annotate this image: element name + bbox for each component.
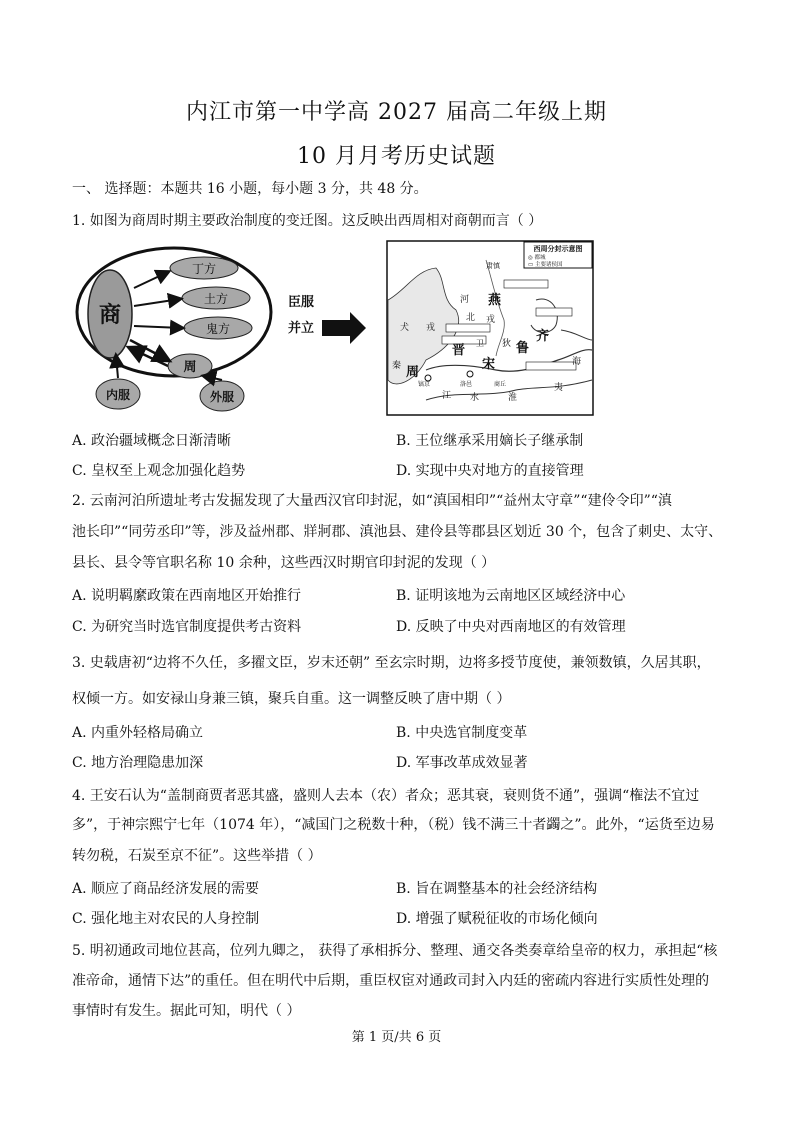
svg-text:土方: 土方 — [203, 292, 229, 306]
western-zhou-map — [386, 240, 594, 416]
svg-text:宋: 宋 — [482, 357, 496, 372]
q2-option-b: B. 证明该地为云南地区区域经济中心 — [396, 588, 626, 604]
q1-option-a: A. 政治疆域概念日渐清晰 — [72, 433, 232, 449]
svg-text:戎: 戎 — [486, 315, 496, 325]
q2-stem-line3: 县长、县令等官职名称 10 余种，这些西汉时期官印封泥的发现（ ） — [72, 555, 496, 571]
svg-text:戎: 戎 — [426, 323, 436, 333]
svg-text:河: 河 — [460, 295, 470, 305]
svg-text:周: 周 — [183, 360, 197, 375]
svg-text:晋: 晋 — [452, 343, 466, 358]
q4-stem-line3: 转勿税，石炭至京不征”。这些举措（ ） — [72, 848, 322, 864]
q3-option-d: D. 军事改革成效显著 — [396, 755, 528, 771]
q4-option-a: A. 顺应了商品经济发展的需要 — [72, 881, 260, 897]
svg-text:鲁: 鲁 — [516, 341, 530, 356]
q2-stem-line2: 池长印”“同劳丞印”等，涉及益州郡、牂牁郡、滇池县、建伶县等郡县区划近 30 个，包含了刺史、太守、 — [72, 524, 723, 540]
q5-stem-line3: 事情时有发生。据此可知，明代（ ） — [72, 1003, 301, 1019]
exam-title-line2: 10 月月考历史试题 — [297, 144, 496, 169]
q1-option-b: B. 王位继承采用嫡长子继承制 — [396, 433, 584, 449]
shang-zhou-diagram — [72, 244, 372, 412]
svg-text:齐: 齐 — [536, 329, 550, 344]
svg-text:海: 海 — [572, 357, 582, 367]
section-heading: 一、 选择题：本题共 16 小题，每小题 3 分，共 48 分。 — [72, 181, 428, 197]
svg-text:鬼方: 鬼方 — [205, 322, 231, 336]
q3-stem-line2: 权倾一方。如安禄山身兼三镇，聚兵自重。这一调整反映了唐中期（ ） — [72, 691, 511, 707]
shang-label: 商 — [98, 303, 122, 328]
q2-option-c: C. 为研究当时选官制度提供考古资料 — [72, 619, 302, 635]
svg-text:镐京: 镐京 — [418, 381, 431, 388]
q4-stem-line1: 4. 王安石认为“盖制商贾者恶其盛，盛则人去本（农）者众；恶其衰，衰则货不通”，强调“権法不宜过 — [72, 788, 700, 804]
svg-text:卫: 卫 — [476, 339, 484, 348]
q2-option-d: D. 反映了中央对西南地区的有效管理 — [396, 619, 626, 635]
big-right-arrow — [322, 312, 366, 344]
svg-text:江: 江 — [442, 391, 452, 401]
svg-text:丁方: 丁方 — [191, 262, 217, 276]
q4-option-c: C. 强化地主对农民的人身控制 — [72, 911, 260, 927]
q3-option-b: B. 中央选官制度变革 — [396, 725, 528, 741]
q5-stem-line1: 5. 明初通政司地位甚高，位列九卿之， 获得了承相拆分、整理、通交各类奏章给皇帝的权力，承担起“核 — [72, 943, 718, 959]
svg-text:狄: 狄 — [502, 339, 512, 349]
q3-stem-line1: 3. 史载唐初“边将不久任，多擢文臣，岁末还朝” 至玄宗时期，边将多授节度使，兼领数镇，久居其职， — [72, 655, 711, 671]
q4-option-d: D. 增强了赋税征收的市场化倾向 — [396, 911, 598, 927]
svg-text:周: 周 — [406, 365, 420, 380]
q3-option-a: A. 内重外轻格局确立 — [72, 725, 204, 741]
q3-option-c: C. 地方治理隐患加深 — [72, 755, 204, 771]
svg-text:肃慎: 肃慎 — [486, 262, 500, 270]
q5-stem-line2: 准帝命，通情下达”的重任。但在明代中后期，重臣权宦对通政司封入内廷的密疏内容进行实质性处理的 — [72, 973, 710, 989]
svg-text:犬: 犬 — [400, 323, 410, 333]
svg-text:内服: 内服 — [105, 388, 131, 402]
svg-text:外服: 外服 — [209, 390, 235, 404]
q2-option-a: A. 说明羁縻政策在西南地区开始推行 — [72, 588, 302, 604]
q2-stem-line1: 2. 云南河泊所遗址考古发掘发现了大量西汉官印封泥，如“滇国相印”“益州太守章”“建伶令印”“滇 — [72, 493, 672, 509]
page-footer: 第 1 页/共 6 页 — [351, 1030, 442, 1045]
exam-title-line1: 内江市第一中学高 2027 届高二年级上期 — [186, 100, 607, 125]
svg-text:◎ 都城: ◎ 都城 — [528, 255, 546, 261]
svg-text:夷: 夷 — [554, 383, 564, 393]
svg-text:淮: 淮 — [508, 393, 518, 403]
q1-option-c: C. 皇权至上观念加强化趋势 — [72, 463, 246, 479]
arrow-label-chenfu: 臣服 — [287, 295, 315, 310]
svg-text:北: 北 — [466, 313, 476, 323]
q4-stem-line2: 多”，于神宗熙宁七年（1074 年），“减国门之税数十种，（税）钱不满三十者蠲之”。此外，“运货至边易 — [72, 817, 715, 833]
q4-option-b: B. 旨在调整基本的社会经济结构 — [396, 881, 598, 897]
svg-text:秦: 秦 — [392, 361, 402, 371]
q1-option-d: D. 实现中央对地方的直接管理 — [396, 463, 584, 479]
svg-text:水: 水 — [470, 393, 480, 403]
svg-text:燕: 燕 — [488, 293, 502, 308]
svg-text:商丘: 商丘 — [494, 381, 507, 388]
svg-text:洛邑: 洛邑 — [460, 381, 473, 388]
map-title: 西周分封示意图 — [533, 245, 583, 253]
q1-stem: 1. 如图为商周时期主要政治制度的变迁图。这反映出西周相对商朝而言（ ） — [72, 213, 543, 229]
svg-text:▭ 主要诸侯国: ▭ 主要诸侯国 — [528, 262, 563, 268]
arrow-label-bingli: 并立 — [287, 321, 315, 336]
